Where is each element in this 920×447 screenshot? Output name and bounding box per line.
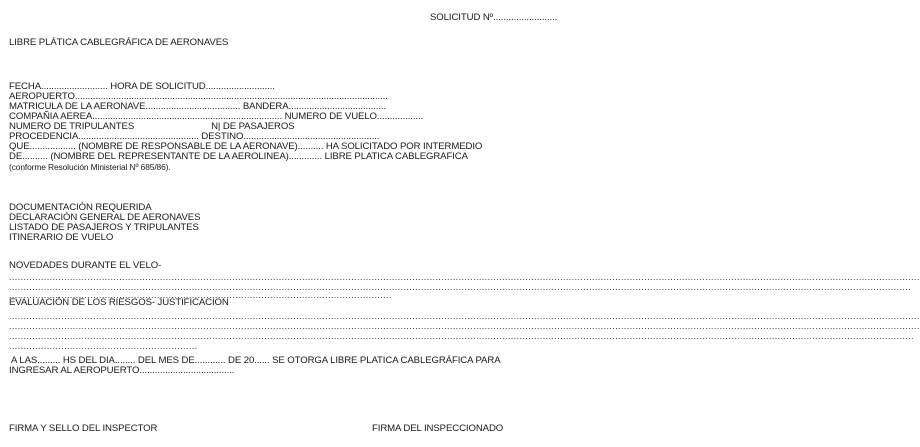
evaluacion-line: ................................................................. — [9, 341, 198, 351]
field-representante: DE.......... (NOMBRE DEL REPRESENTANTE DE LA AEROLINEA)............. LIBRE PLATICA CABLEGRAFICA — [9, 151, 468, 162]
field-procedencia-destino: PROCEDENCIA............................................... DESTINO..................................................... — [9, 131, 380, 142]
evaluacion-heading: EVALUACIÓN DE LOS RIESGOS- JUSTIFICACION — [9, 297, 229, 308]
resolution-note: (conforme Resolución Ministerial Nº 685/86). — [9, 162, 171, 172]
closing-line-2: INGRESAR AL AEROPUERTO..................................... — [9, 365, 235, 376]
documentation-item: DECLARACIÓN GENERAL DE AERONAVES — [9, 212, 201, 223]
field-aeropuerto: AEROPUERTO.......................................................................................................................... — [9, 91, 388, 102]
evaluacion-line: .......................................................................................................................................................................................................................................................................................................................... — [9, 321, 920, 331]
form-title: LIBRE PLÁTICA CABLEGRÁFICA DE AERONAVES — [9, 37, 229, 48]
solicitud-number: SOLICITUD Nº......................... — [430, 12, 558, 23]
documentation-heading: DOCUMENTACIÓN REQUERIDA — [9, 202, 152, 213]
novedades-line: ....................................................................................................................................................................................................................................................................................................................... — [9, 282, 912, 292]
documentation-item: LISTADO DE PASAJEROS Y TRIPULANTES — [9, 222, 199, 233]
field-matricula-bandera: MATRICULA DE LA AERONAVE..................................... BANDERA...................................... — [9, 101, 387, 112]
field-fecha-hora: FECHA.......................... HORA DE SOLICITUD........................... — [9, 81, 275, 92]
evaluacion-line: .......................................................................................................................................................................................................................................................................................................................... — [9, 311, 920, 321]
documentation-item: ITINERARIO DE VUELO — [9, 232, 114, 243]
field-tripulantes-pasajeros: NUMERO DE TRIPULANTES N| DE PASAJEROS — [9, 121, 295, 132]
novedades-line: .................................................................................................................................... — [9, 290, 392, 300]
field-responsable: QUE.................. (NOMBRE DE RESPONSABLE DE LA AERONAVE).......... HA SOLICITADO POR INTERMEDIO — [9, 141, 483, 152]
signature-inspected: FIRMA DEL INSPECCIONADO — [372, 423, 504, 434]
novedades-line: .......................................................................................................................................................................................................................................................................................................................... — [9, 272, 920, 282]
signature-inspector: FIRMA Y SELLO DEL INSPECTOR — [9, 423, 158, 434]
evaluacion-line: ........................................................................................................................................................................................................................................................................................................................ — [9, 331, 914, 341]
field-compania-vuelo: COMPAÑIA AEREA.......................................................................... NUMERO DE VUELO.................. — [9, 111, 424, 122]
novedades-heading: NOVEDADES DURANTE EL VELO- — [9, 260, 162, 271]
closing-line-1: A LAS......... HS DEL DIA........ DEL MES DE............ DE 20...... SE OTORGA LIBRE PLATICA CABLEGRÁFICA PARA — [9, 355, 501, 366]
